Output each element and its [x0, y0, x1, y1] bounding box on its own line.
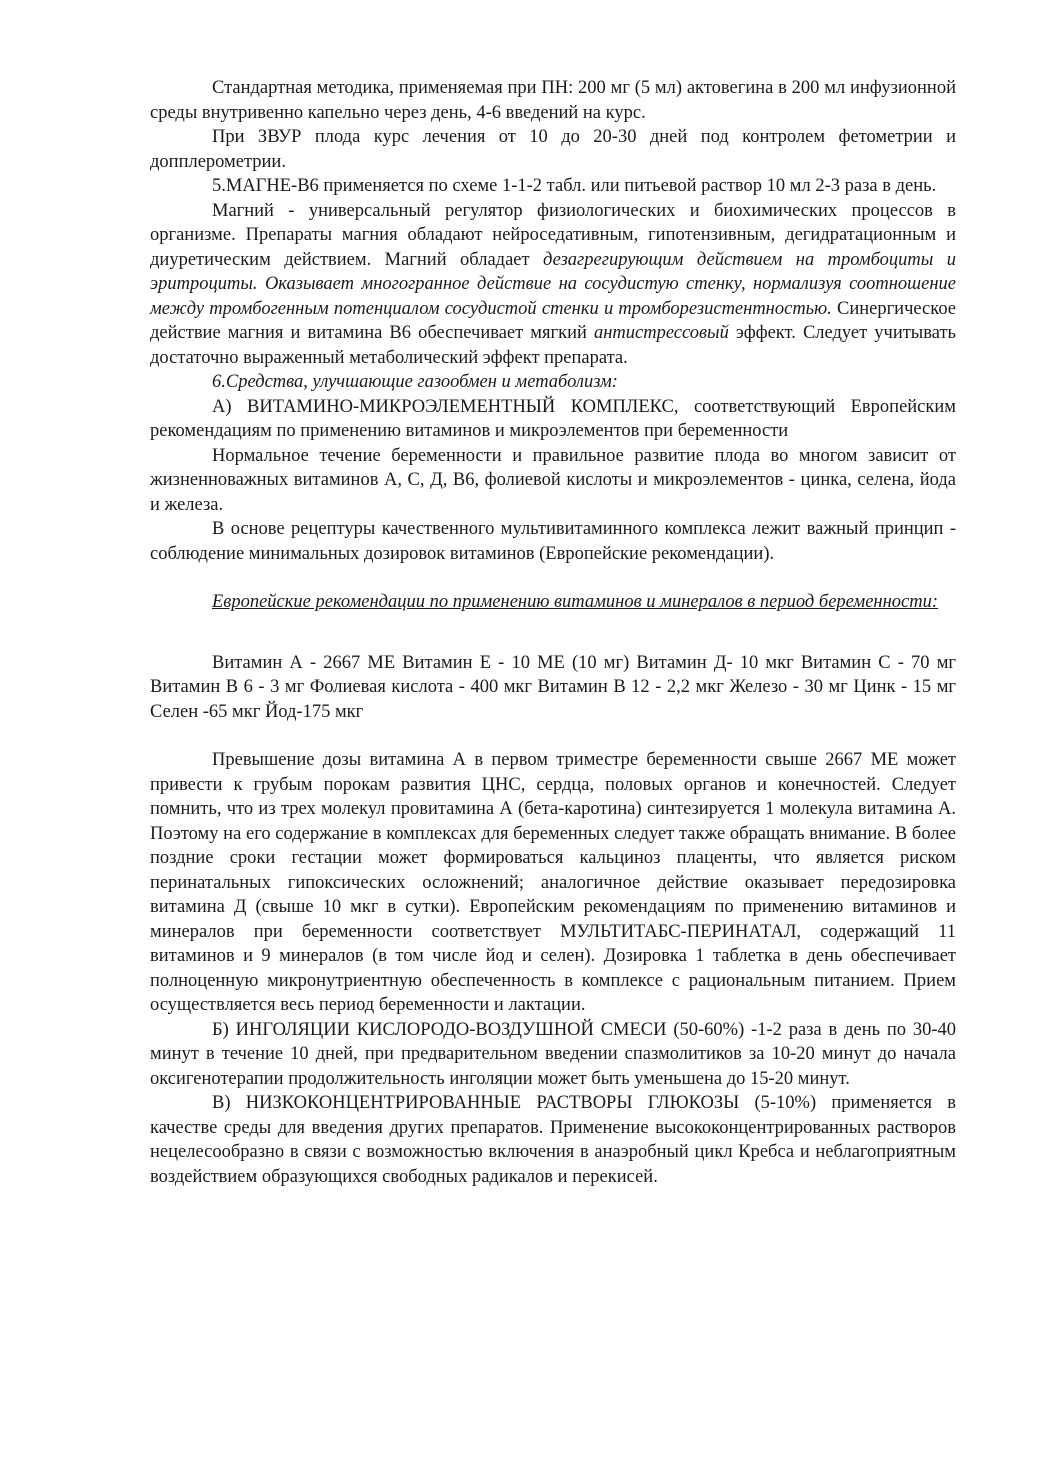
section-heading-gas-exchange: 6.Средства, улучшающие газообмен и метаболизм:	[212, 372, 618, 392]
paragraph-magne-b6: 5.МАГНЕ-В6 применяется по схеме 1-1-2 табл. или питьевой раствор 10 мл 2-3 раза в день.	[212, 176, 937, 196]
document-body	[150, 76, 956, 1189]
paragraph-glucose: В) НИЗКОКОНЦЕНТРИРОВАННЫЕ РАСТВОРЫ ГЛЮКОЗЫ (5-10%) применяется в качестве среды для введения других препаратов. Применение высококонцентрированных растворов нецелесообразно в связи с возможностью включения в анаэробный цикл Кребса и неблагоприятным воздействием образующихся свободных радикалов и перекисей.	[150, 1093, 956, 1187]
paragraph-actovegin: Стандартная методика, применяемая при ПН: 200 мг (5 мл) актовегина в 200 мл инфузионной среды внутривенно капельно через день, 4-6 введений на курс.	[150, 78, 956, 123]
vitamin-dosage-list: Витамин А - 2667 МЕ Витамин Е - 10 МЕ (10 мг) Витамин Д- 10 мкг Витамин С - 70 мг Витамин В 6 - 3 мг Фолиевая кислота - 400 мкг Витамин В 12 - 2,2 мкг Железо - 30 мг Цинк - 15 мг Селен -65 мкг Йод-175 мкг	[150, 652, 956, 722]
paragraph-normal-pregnancy: Нормальное течение беременности и правильное развитие плода во многом зависит от жизненноважных витаминов А, С, Д, В6, фолиевой кислоты и микроэлементов - цинка, селена, йода и железа.	[150, 445, 956, 515]
paragraph-vitamin-complex: А) ВИТАМИНО-МИКРОЭЛЕМЕНТНЫЙ КОМПЛЕКС, соответствующий Европейским рекомендациям по применению витаминов и микроэлементов при беременности	[150, 396, 956, 441]
magnesium-text-c: Синергическое действие магния и витамина В6 обеспечивает мягкий	[150, 298, 957, 343]
magnesium-text-italic: дезагрегирующим действием на тромбоциты и эритроциты. Оказывает многогранное действие на сосудистую стенку, нормализуя соотношение между тромбогенным потенциалом сосудистой стенки и тромборезистентностью.	[150, 249, 956, 319]
paragraph-vitamin-a-excess: Превышение дозы витамина А в первом триместре беременности свыше 2667 МЕ может привести к грубым порокам развития ЦНС, сердца, половых органов и конечностей. Следует помнить, что из трех молекул провитамина А (бета-каротина) синтезируется 1 молекула витамина А. Поэтому на его содержание в комплексах для беременных следует также обращать внимание. В более поздние сроки гестации может формироваться кальциноз плаценты, что является риском перинатальных гипоксических осложнений; аналогичное действие оказывает передозировка витамина Д (свыше 10 мкг в сутки). Европейским рекомендациям по применению витаминов и минералов при беременности соответствует МУЛЬТИТАБС-ПЕРИНАТАЛ, содержащий 11 витаминов и 9 минералов (в том числе йод и селен). Дозировка 1 таблетка в день обеспечивает полноценную микронутриентную обеспеченность в комплексе с рациональным питанием. Прием осуществляется весь период беременности и лактации.	[150, 750, 956, 1015]
paragraph-oxygen-inhalation: Б) ИНГОЛЯЦИИ КИСЛОРОДО-ВОЗДУШНОЙ СМЕСИ (50-60%) -1-2 раза в день по 30-40 минут в течение 10 дней, при предварительном введении спазмолитиков за 10-20 минут до начала оксигенотерапии продолжительность инголяции может быть уменьшена до 15-20 минут.	[150, 1019, 956, 1089]
paragraph-magnesium	[150, 199, 956, 371]
magnesium-text-e: эффект. Следует учитывать достаточно выраженный метаболический эффект препарата.	[150, 323, 956, 368]
magnesium-text-antistress: антистрессовый	[593, 323, 729, 343]
magnesium-text-a: Магний - универсальный регулятор физиологических и биохимических процессов в организме. Препараты магния обладают нейроседативным, гипотензивным, дегидратационным и диуретическим действием. Магний обладает	[150, 200, 956, 270]
paragraph-zvur: При ЗВУР плода курс лечения от 10 до 20-30 дней под контролем фетометрии и допплерометрии.	[150, 127, 956, 172]
european-recommendations-heading: Европейские рекомендации по применению витаминов и минералов в период беременности:	[212, 592, 939, 612]
paragraph-recipe-principle: В основе рецептуры качественного мультивитаминного комплекса лежит важный принцип - соблюдение минимальных дозировок витаминов (Европейские рекомендации).	[150, 519, 956, 564]
